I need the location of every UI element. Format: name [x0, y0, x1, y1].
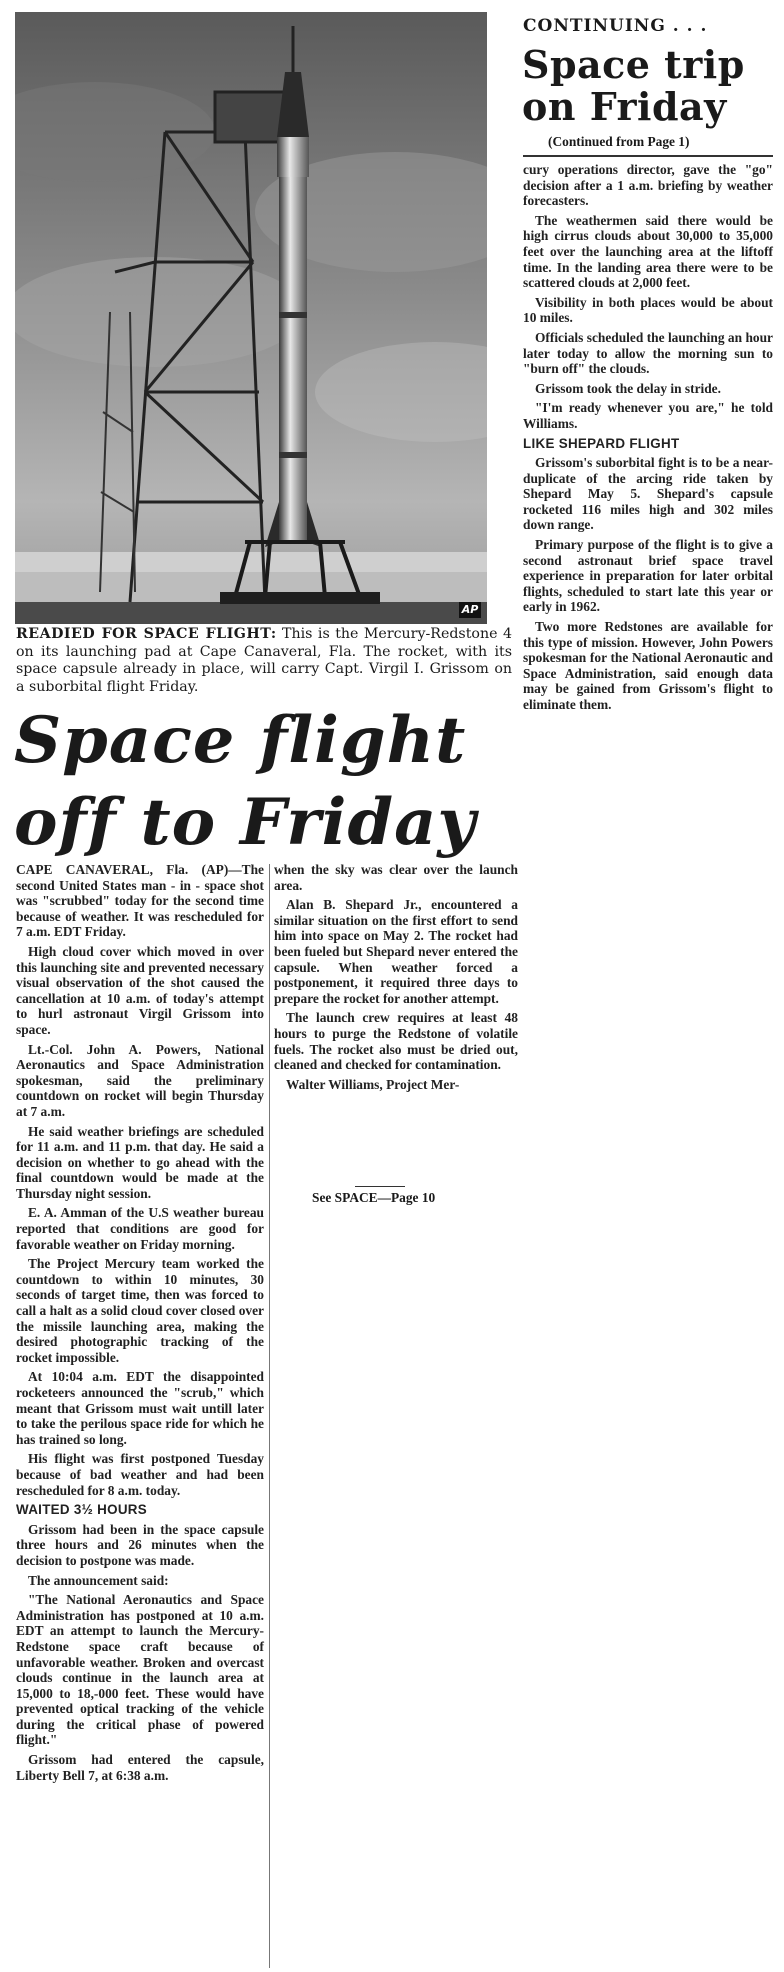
paragraph: Primary purpose of the flight is to give a second astronaut brief space travel experience in preparation for later orbital flights, scheduled to start late this year or early in 1962. — [523, 537, 773, 615]
paragraph: "The National Aeronautics and Space Administration has postponed at 10 a.m. EDT an attempt to launch the Mercury-Redstone space craft because of unfavorable weather. Broken and overcast clouds continue in the launch area at 15,000 to 18,-000 feet. These would have prevented optical tracking of the vehicle during the critical phase of powered flight." — [16, 1592, 264, 1748]
paragraph: Grissom took the delay in stride. — [535, 380, 721, 396]
paragraph: Lt.-Col. John A. Powers, National Aeronautics and Space Administration spokesman, said the preliminary countdown on rocket will begin Thursday at 7 a.m. — [16, 1041, 264, 1119]
paragraph: CAPE CANAVERAL, Fla. (AP)—The second United States man - in - space shot was "scrubbed" today for the second time because of weather. It was rescheduled for 7 a.m. EDT Friday. — [16, 862, 264, 940]
photo-caption — [16, 626, 512, 696]
ap-credit-logo: AP — [459, 602, 481, 618]
headline-line-2: off to Friday — [14, 785, 477, 860]
paragraph: The Project Mercury team worked the countdown to within 10 minutes, 30 seconds of target time, then was forced to call a halt as a solid cloud cover closed over the missile launching area, making the desired photographic tracking of the rocket impossible. — [16, 1256, 264, 1365]
subhead-waited: WAITED 3½ HOURS — [16, 1502, 147, 1518]
jump-rule — [355, 1186, 405, 1187]
main-headline — [14, 700, 524, 864]
paragraph: High cloud cover which moved in over this launching site and prevented necessary visual observation of the shot caused the cancellation at 10 a.m. of today's attempt to hurl astronaut Virgil Grissom into space. — [16, 943, 264, 1037]
paragraph: when the sky was clear over the launch area. — [274, 862, 518, 893]
paragraph: The announcement said: — [28, 1572, 169, 1588]
column-divider — [269, 864, 270, 1968]
paragraph: Visibility in both places would be about 10 miles. — [523, 294, 773, 326]
caption-text: This is the Mercury-Redstone 4 on its launching pad at Cape Canaveral, Fla. The rocket, with its space capsule already in place, will carry Capt. Virgil I. Grissom on a suborbital flight Friday. — [16, 626, 512, 695]
paragraph: Walter Williams, Project Mer- — [286, 1076, 460, 1092]
continuation-headline-line-2: on Friday — [522, 84, 727, 129]
jump-line: See SPACE—Page 10 — [312, 1190, 436, 1205]
paragraph: Grissom had been in the space capsule three hours and 26 minutes when the decision to postpone was made. — [16, 1521, 264, 1568]
paragraph: Grissom had entered the capsule, Liberty Bell 7, at 6:38 a.m. — [16, 1752, 264, 1783]
paragraph: Two more Redstones are available for this type of mission. However, John Powers spokesman for the National Aeronautic and Space Administration, said enough data may be gained from Grissom's flight to eliminate them. — [523, 619, 773, 712]
continuation-rule — [523, 155, 773, 157]
continuation-headline — [522, 44, 772, 128]
paragraph: Grissom's suborbital fight is to be a near-duplicate of the arcing ride taken by Shepard May 5. Shepard's capsule rocketed 116 miles high and 302 miles down range. — [523, 455, 773, 533]
story-column-1 — [16, 862, 264, 1787]
paragraph: The launch crew requires at least 48 hours to purge the Redstone of volatile fuels. The rocket also must be dried out, cleaned and checked for contamination. — [274, 1010, 518, 1073]
paragraph: cury operations director, gave the "go" decision after a 1 a.m. briefing by weather forecasters. — [523, 162, 773, 209]
paragraph: He said weather briefings are scheduled for 11 a.m. and 11 p.m. that day. He said a decision on whether to go ahead with the final countdown would be made at the Thursday night session. — [16, 1123, 264, 1201]
paragraph: At 10:04 a.m. EDT the disappointed rocketeers announced the "scrub," which meant that Grissom must wait untill later to take the perilous space ride for which he has trained so long. — [16, 1369, 264, 1447]
paragraph: The weathermen said there would be high cirrus clouds about 30,000 to 35,000 feet over the launching area at the liftoff time. In the landing area there were to be scattered clouds at 2,000 feet. — [523, 212, 773, 291]
continuation-column — [523, 162, 773, 717]
paragraph: "I'm ready whenever you are," he told Williams. — [523, 400, 773, 431]
rocket-illustration — [15, 12, 487, 624]
continuing-label: CONTINUING . . . — [523, 16, 708, 36]
continuation-headline-line-1: Space trip — [522, 42, 745, 87]
subhead-like-shepard: LIKE SHEPARD FLIGHT — [523, 435, 680, 451]
story-column-2 — [274, 862, 518, 1096]
paragraph: His flight was first postponed Tuesday because of bad weather and had been rescheduled for 8 a.m. today. — [16, 1451, 264, 1498]
headline-line-1: Space flight — [14, 703, 467, 778]
continued-from: (Continued from Page 1) — [548, 134, 690, 149]
paragraph: Alan B. Shepard Jr., encountered a similar situation on the first effort to send him into space on May 2. The rocket had been fueled but Shepard never entered the capsule. When weather forced a postponement, it required three days to prepare the rocket for another attempt. — [274, 897, 518, 1006]
rocket-photo — [15, 12, 487, 624]
paragraph: E. A. Amman of the U.S weather bureau reported that conditions are good for favorable weather on Friday morning. — [16, 1205, 264, 1252]
paragraph: Officials scheduled the launching an hour later today to allow the morning sun to "burn off" the clouds. — [523, 329, 773, 377]
caption-lead: READIED FOR SPACE FLIGHT: — [16, 626, 277, 642]
